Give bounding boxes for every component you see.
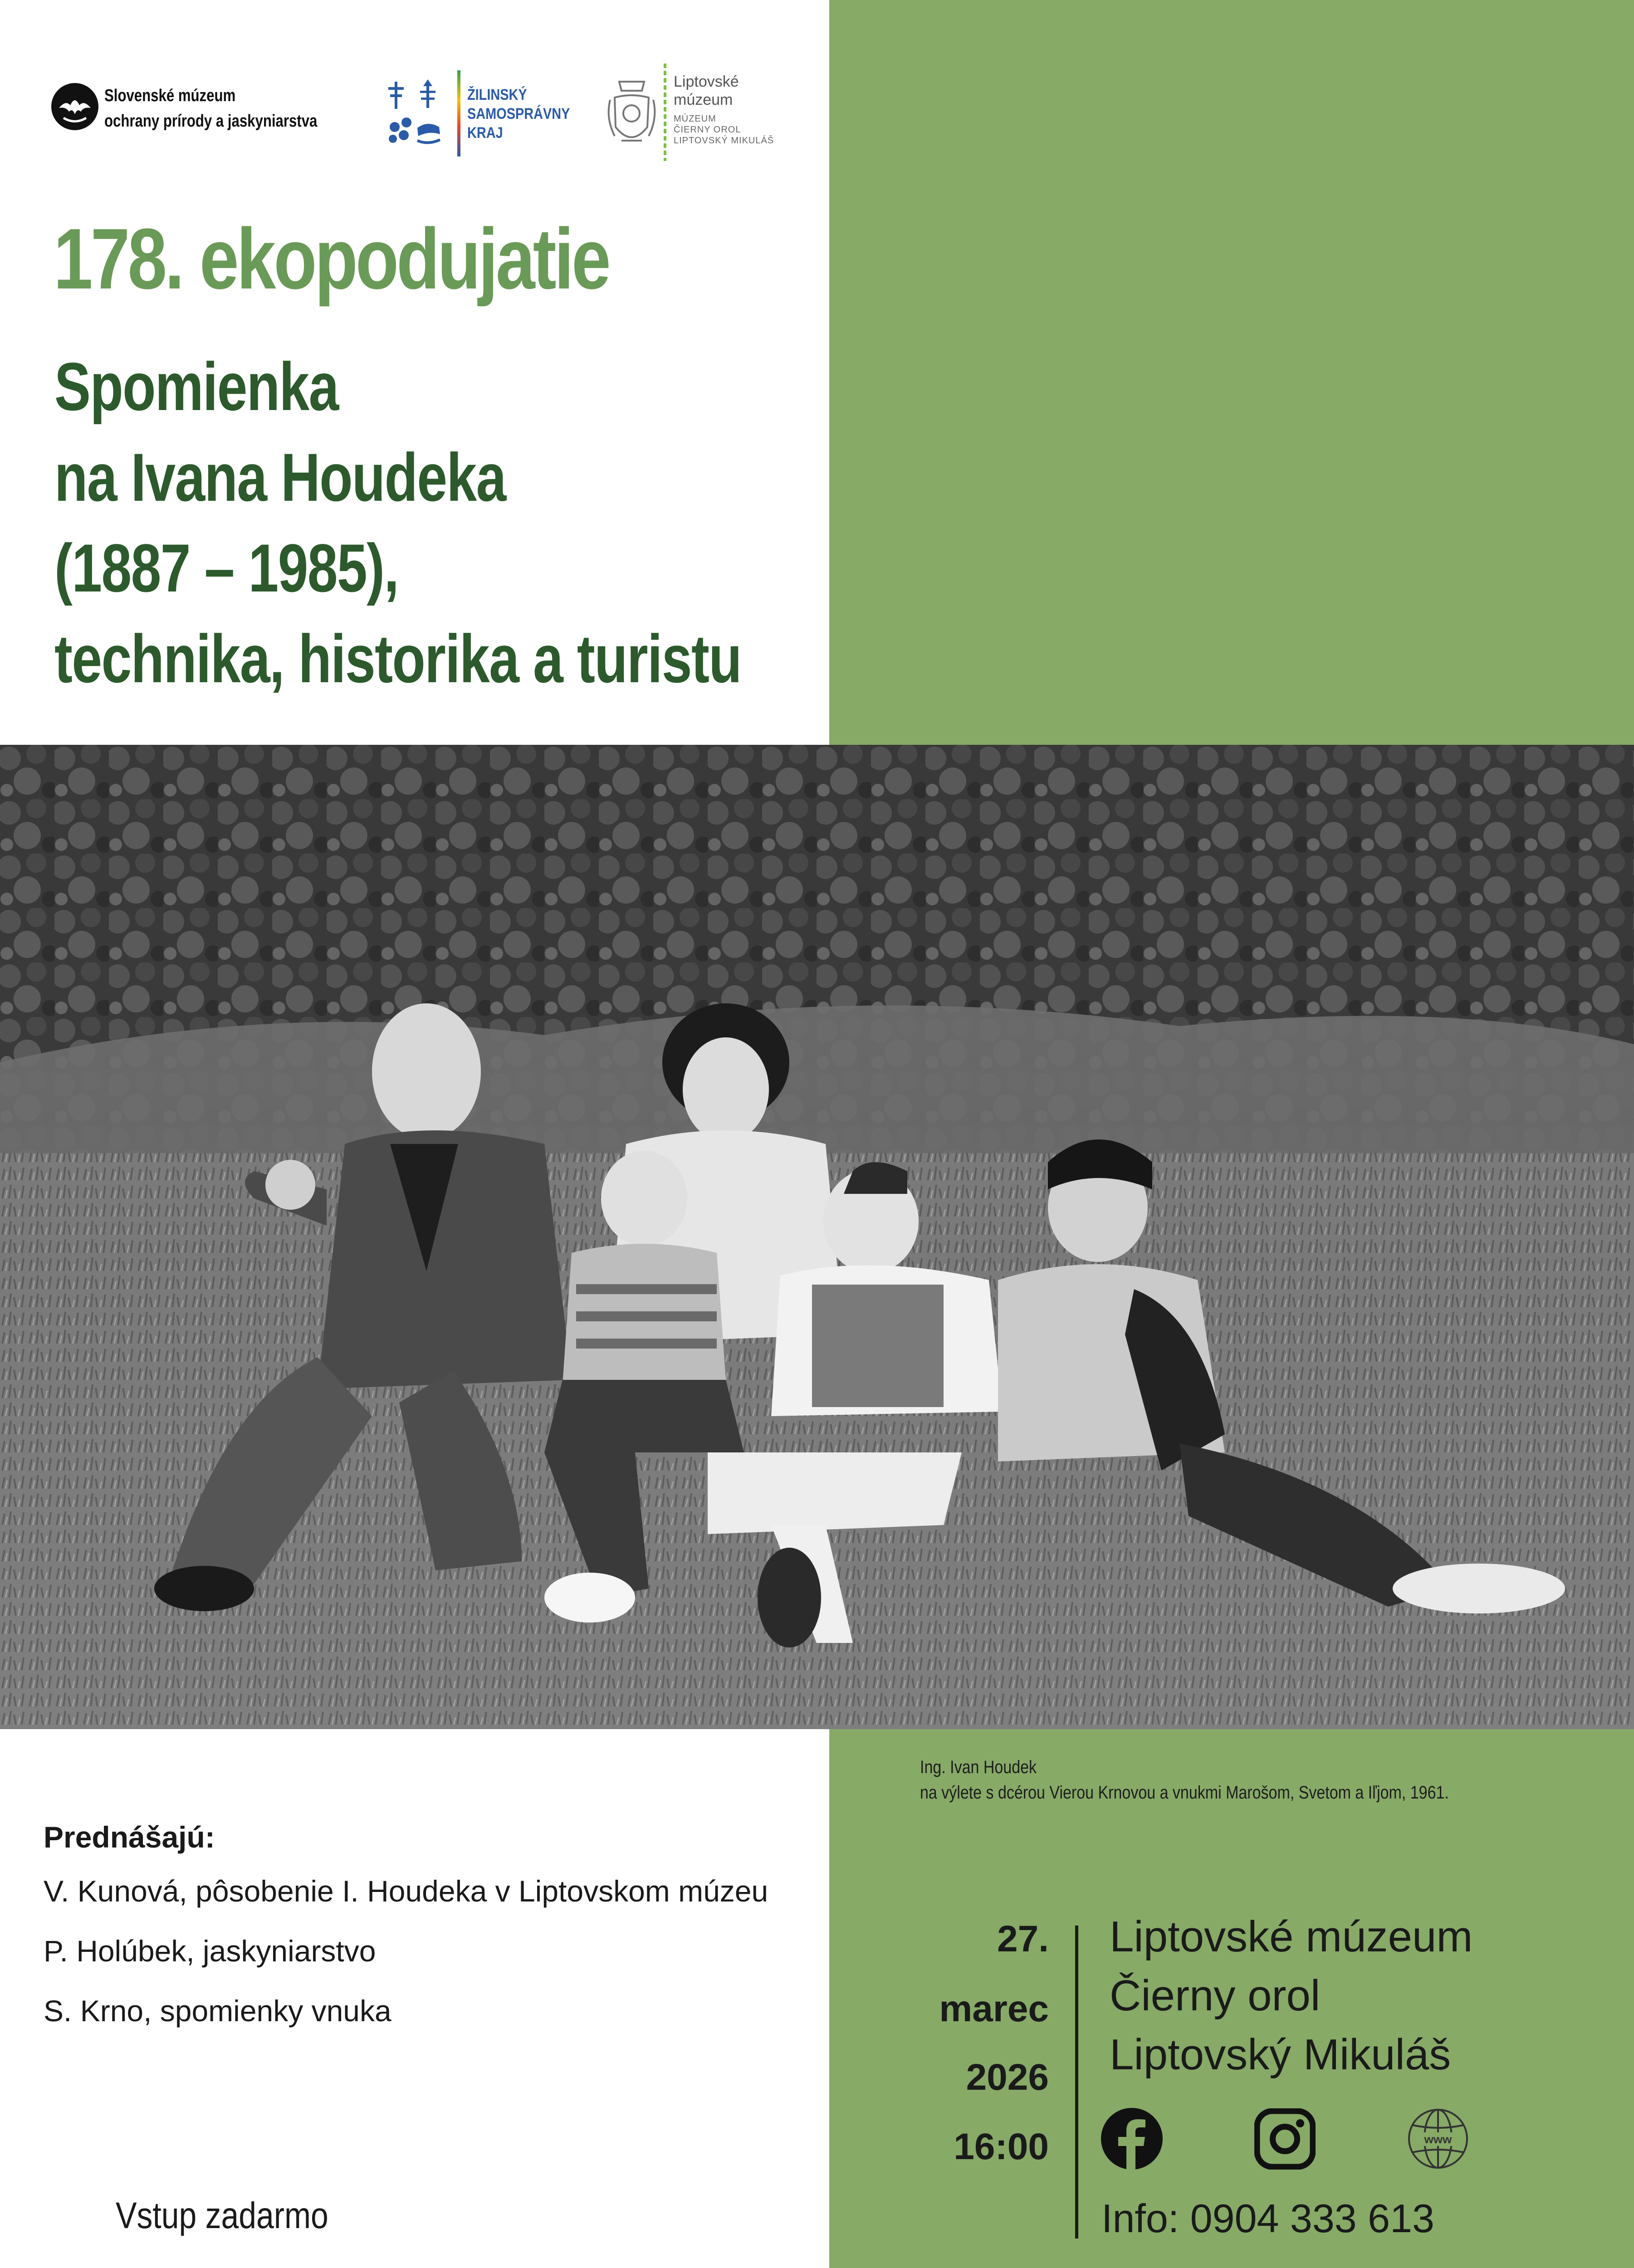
event-day: 27. — [997, 1918, 1049, 1960]
zsk-divider — [457, 70, 460, 156]
photo-caption — [920, 1755, 1449, 1805]
speakers-heading: Prednášajú: — [44, 1820, 215, 1854]
title-line-4: technika, historika a turistu — [54, 621, 742, 697]
lm-divider — [664, 64, 666, 161]
event-title — [54, 341, 744, 704]
venue-line-2: Čierny orol — [1110, 1971, 1321, 2020]
zsk-name-line1: ŽILINSKÝ — [467, 86, 527, 103]
zsk-name-line2: SAMOSPRÁVNY — [467, 105, 570, 122]
lm-name-line2: múzeum — [674, 91, 733, 108]
www-label: www — [1424, 2132, 1452, 2146]
caption-line-2: na výlete s dcérou Vierou Krnovou a vnukmi Marošom, Svetom a Iľjom, 1961. — [920, 1783, 1449, 1803]
facebook-icon[interactable] — [1100, 2107, 1164, 2170]
zsk-emblem-icon — [385, 77, 453, 163]
lm-name-line1: Liptovské — [674, 73, 739, 90]
info-phone: Info: 0904 333 613 — [1101, 2196, 1434, 2241]
admission-note: Vstup zadarmo — [116, 2195, 328, 2236]
event-month: marec — [939, 1988, 1049, 2029]
title-line-2: na Ivana Houdeka — [54, 439, 506, 515]
venue-line-3: Liptovský Mikuláš — [1110, 2030, 1451, 2079]
green-panel-top — [829, 0, 1634, 745]
date-venue-divider — [1075, 1926, 1078, 2239]
lm-name-line5: LIPTOVSKÝ MIKULÁŠ — [674, 136, 774, 146]
speaker-item: V. Kunová, pôsobenie I. Houdeka v Liptovskom múzeu — [44, 1874, 768, 1908]
lm-name-line4: ČIERNY OROL — [674, 125, 741, 135]
lm-name-line3: MÚZEUM — [674, 114, 716, 124]
event-number: 178. ekopodujatie — [54, 211, 609, 307]
title-line-1: Spomienka — [54, 348, 338, 425]
smopaj-logo — [50, 79, 358, 134]
bat-icon — [50, 82, 100, 132]
smopaj-name-line1: Slovenské múzeum — [104, 86, 236, 105]
speaker-item: S. Krno, spomienky vnuka — [44, 1994, 391, 2028]
instagram-icon[interactable] — [1254, 2108, 1316, 2170]
event-time: 16:00 — [954, 2126, 1049, 2167]
event-year: 2026 — [966, 2057, 1049, 2098]
speakers-section — [44, 1820, 815, 2050]
caption-line-1: Ing. Ivan Houdek — [920, 1757, 1037, 1777]
zsk-logo — [385, 68, 575, 159]
venue-line-1: Liptovské múzeum — [1110, 1912, 1473, 1961]
liptovske-muzeum-logo — [606, 64, 796, 163]
smopaj-name-line2: ochrany prírody a jaskyniarstva — [104, 112, 318, 131]
coat-of-arms-icon — [606, 73, 658, 159]
speaker-item: P. Holúbek, jaskyniarstvo — [44, 1934, 376, 1968]
zsk-name-line3: KRAJ — [467, 124, 503, 142]
family-photo — [0, 745, 1634, 1729]
title-line-3: (1887 – 1985), — [54, 530, 399, 606]
www-icon[interactable] — [1406, 2107, 1470, 2170]
